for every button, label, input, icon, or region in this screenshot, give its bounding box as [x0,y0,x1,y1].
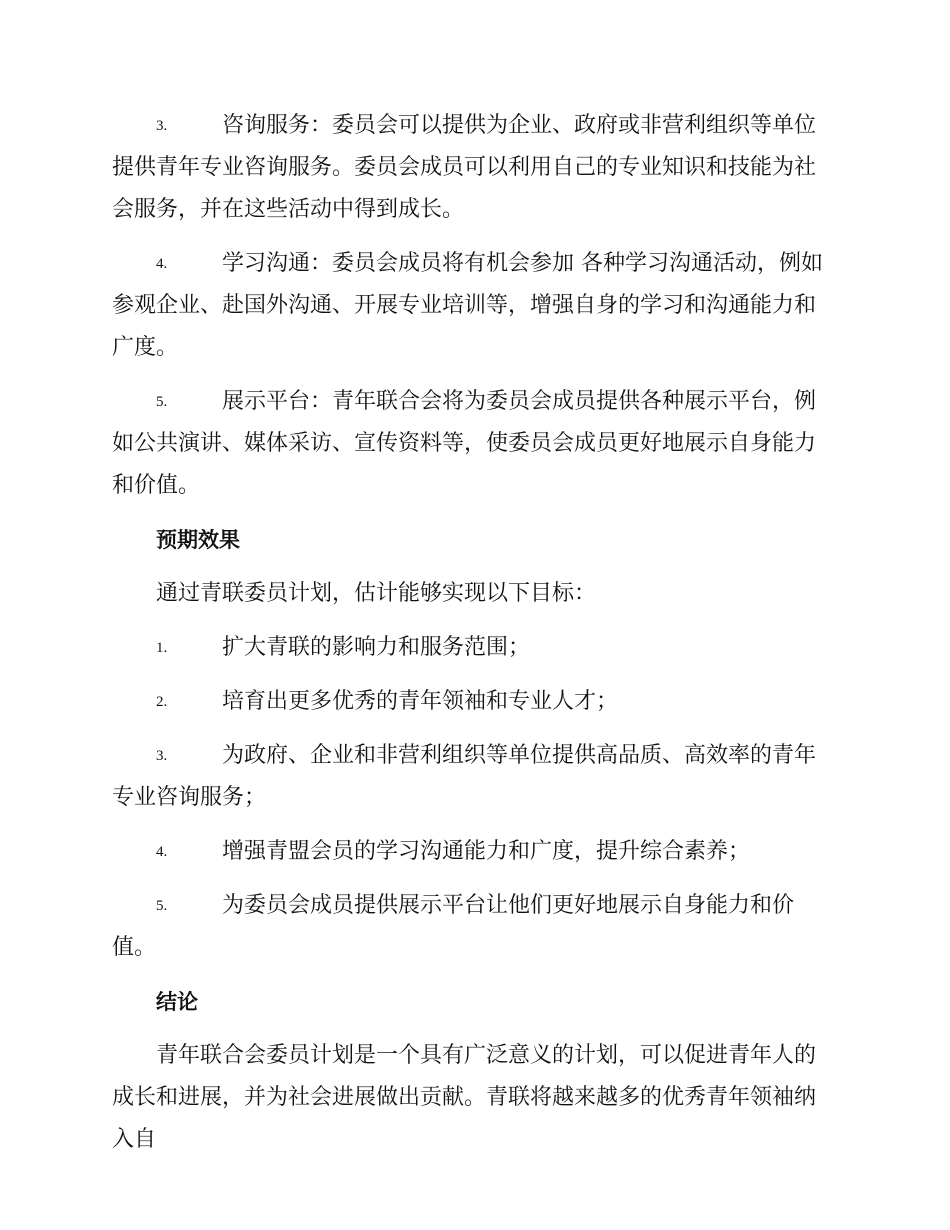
list-text: 展示平台：青年联合会将为委员会成员提供各种展示平台，例如公共演讲、媒体采访、宣传资料等，使委员会成员更好地展示自身能力和价值。 [112,389,817,498]
list-text: 培育出更多优秀的青年领袖和专业人才； [222,689,619,714]
list-number: 2. [156,694,168,710]
list-text: 为委员会成员提供展示平台让他们更好地展示自身能力和价值。 [112,893,795,960]
list-text: 扩大青联的影响力和服务范围； [222,635,531,660]
section-heading-expected: 预期效果 [156,527,240,552]
conclusion-paragraph: 青年联合会委员计划是一个具有广泛意义的计划，可以促进青年人的成长和进展，并为社会进展做出贡献。青联将越来越多的优秀青年领袖纳入自 [112,1043,817,1152]
list-item [112,735,836,819]
section-heading-conclusion: 结论 [156,989,198,1014]
document-page [112,105,836,1173]
list-item [112,885,836,969]
list-item [112,105,836,231]
list-number: 4. [156,844,168,860]
list-item [112,381,836,507]
list-item [112,243,836,369]
list-number: 5. [156,898,168,914]
list-text: 学习沟通：委员会成员将有机会参加 各种学习沟通活动，例如参观企业、赴国外沟通、开展专业培训等，增强自身的学习和沟通能力和广度。 [112,251,823,360]
list-number: 3. [156,748,168,764]
list-number: 4. [156,256,168,272]
expected-intro: 通过青联委员计划，估计能够实现以下目标： [156,581,597,606]
list-number: 1. [156,640,168,656]
list-text: 为政府、企业和非营利组织等单位提供高品质、高效率的青年专业咨询服务； [112,743,817,810]
list-text: 咨询服务：委员会可以提供为企业、政府或非营利组织等单位提供青年专业咨询服务。委员会成员可以利用自己的专业知识和技能为社会服务，并在这些活动中得到成长。 [112,113,817,222]
list-number: 3. [156,118,168,134]
list-text: 增强青盟会员的学习沟通能力和广度，提升综合素养； [222,839,751,864]
list-item [112,681,836,723]
list-number: 5. [156,394,168,410]
list-item [112,831,836,873]
list-item [112,627,836,669]
